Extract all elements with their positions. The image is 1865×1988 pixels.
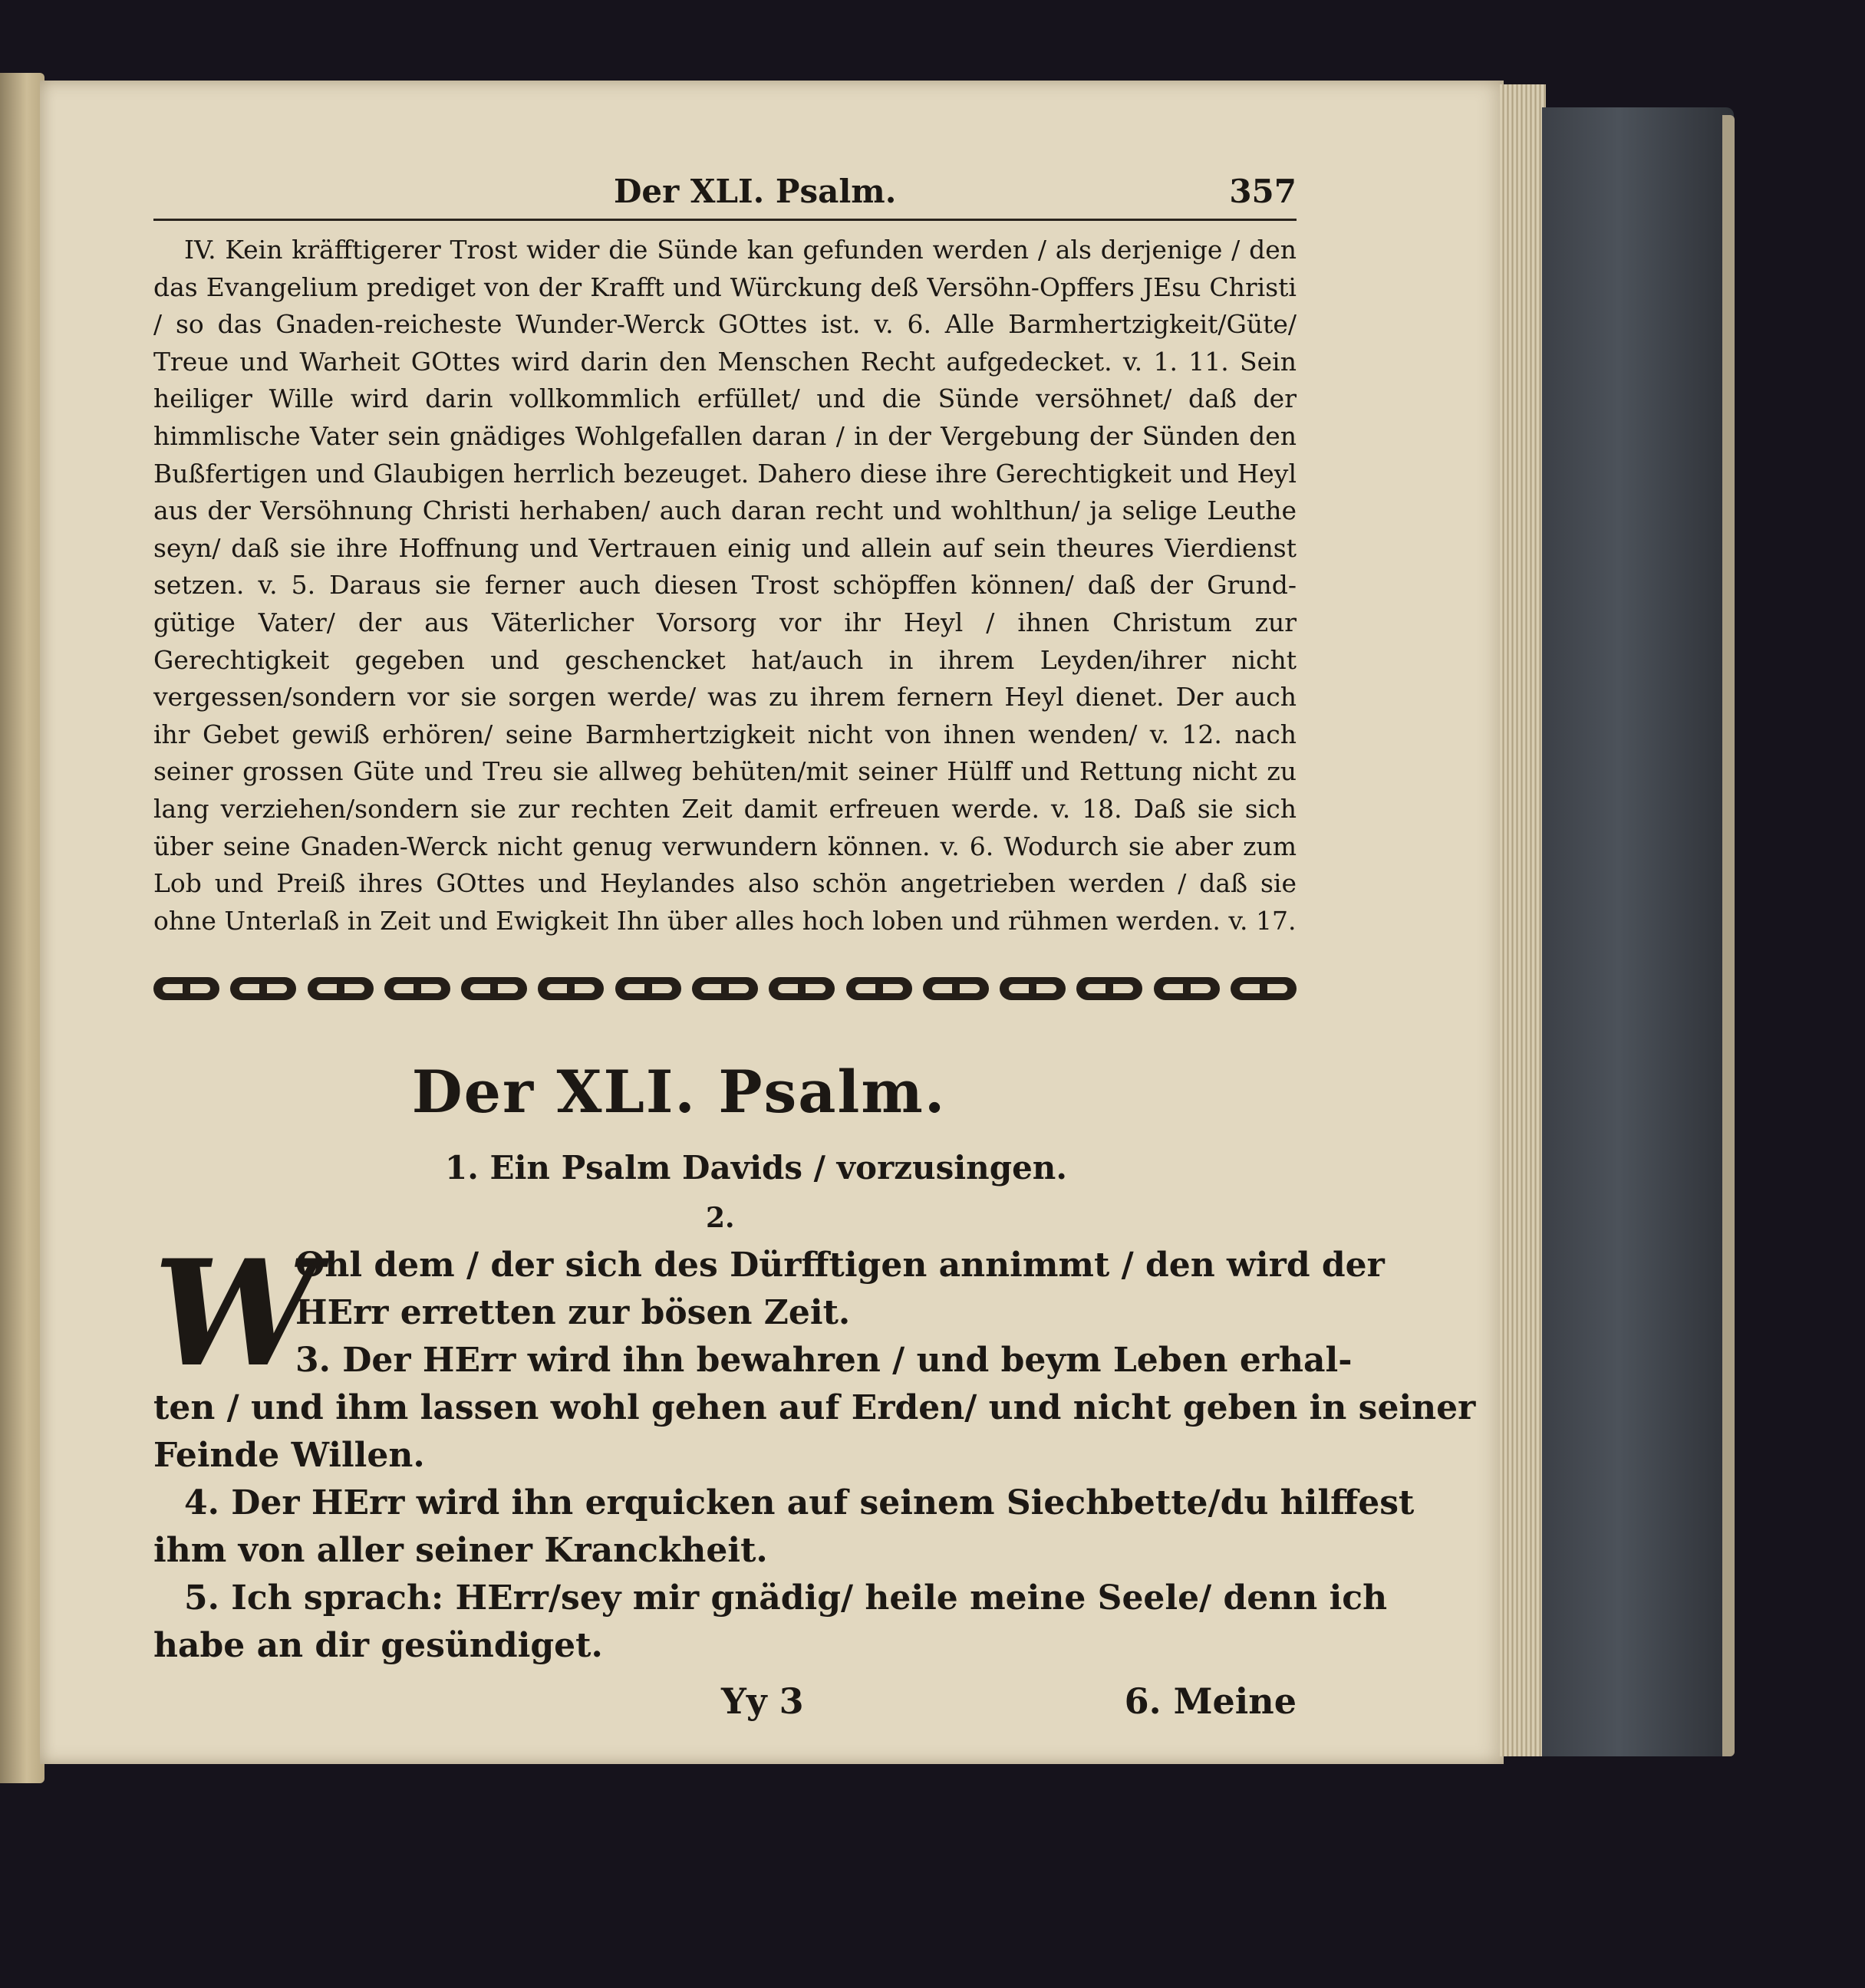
verse-line: HErr erretten zur bösen Zeit. (295, 1293, 851, 1333)
facing-page-edge (0, 73, 44, 1783)
book-cover-rim (1722, 115, 1735, 1756)
ornament (1154, 977, 1220, 1000)
running-title: Der XLI. Psalm. (614, 173, 897, 210)
ornament (461, 977, 527, 1000)
commentary-paragraph: IV. Kein kräfftigerer Trost wider die Sünde kan gefunden werden / als derjenige / den das Evangelium prediget von der Krafft und Würckung deß Versöhn-Opffers JEsu Christi / so das Gnaden-reicheste Wunder-Werck GOttes ist. v. 6. Alle Barmhertzigkeit/Güte/ Treue und Warheit GOttes wird darin den Menschen Recht aufgedecket. v. 1. 11. Sein heiliger Wille wird darin vollkommlich erfüllet/ und die Sünde versöhnet/ daß der himmlische Vater sein gnädiges Wohlgefallen daran / in der Vergebung der Sünden den Bußfertigen und Glaubigen herrlich bezeuget. Dahero diese ihre Gerechtigkeit und Heyl aus der Versöhnung Christi herhaben/ auch daran recht und wohlthun/ ja selige Leuthe seyn/ daß sie ihre Hoffnung und Vertrauen einig und allein auf sein theures Vierdienst setzen. v. 5. Daraus sie ferner auch diesen Trost schöpffen können/ daß der Grund-gütige Vater/ der aus Väterlicher Vorsorg vor ihr Heyl / ihnen Christum zur Gerechtigkeit gegeben und geschencket hat/auch in ihrem Leyden/ihrer nicht vergessen/sondern vor sie sorgen werde/ was zu ihrem fernern Heyl dienet. Der auch ihr Gebet gewiß erhören/ seine Barmhertzigkeit nicht von ihnen wenden/ v. 12. nach seiner grossen Güte und Treu sie allweg behüten/mit seiner Hülff und Rettung nicht zu lang verziehen/sondern sie zur rechten Zeit damit erfreuen werde. v. 18. Daß sie sich über seine Gnaden-Werck nicht genug verwundern können. v. 6. Wodurch sie aber zum Lob und Preiß ihres GOttes und Heylandes also schön angetrieben werden / daß sie ohne Unterlaß in Zeit und Ewigkeit Ihn über alles hoch loben und rühmen werden. v. 17. (153, 235, 1297, 936)
verse-line: Ohl dem / der sich des Dürfftigen annimmt / den wird der (295, 1246, 1385, 1285)
page-block-edge (1500, 84, 1546, 1756)
ornament (1076, 977, 1142, 1000)
ornament (1000, 977, 1066, 1000)
page-content (153, 173, 1476, 1734)
verse-line: ihm von aller seiner Kranckheit. (153, 1531, 768, 1571)
verse-line: 3. Der HErr wird ihn bewahren / und beym Leben erhal- (295, 1341, 1353, 1381)
ornament (153, 977, 219, 1000)
ornament (692, 977, 758, 1000)
book-cover-edge (1542, 107, 1734, 1756)
ornament (384, 977, 450, 1000)
running-head (153, 173, 1297, 221)
page-footer (153, 1680, 1297, 1734)
ornament (923, 977, 989, 1000)
verse-line: 4. Der HErr wird ihn erquicken auf seinem Siechbette/du hilffest (184, 1483, 1415, 1523)
verse-line: 5. Ich sprach: HErr/sey mir gnädig/ heile meine Seele/ denn ich (184, 1578, 1388, 1618)
verse-line: habe an dir gesündiget. (153, 1626, 603, 1666)
psalm-verses (153, 1228, 1476, 1670)
ornament (230, 977, 296, 1000)
ornament (846, 977, 912, 1000)
signature-mark: Yy 3 (721, 1680, 804, 1723)
ornament (769, 977, 835, 1000)
verse-line: ten / und ihm lassen wohl gehen auf Erden/ und nicht geben in seiner (153, 1388, 1476, 1428)
catchword: 6. Meine (1124, 1680, 1297, 1723)
verse-line: Feinde Willen. (153, 1436, 425, 1476)
commentary-block (153, 232, 1297, 940)
ornament (538, 977, 604, 1000)
ornament (1231, 977, 1297, 1000)
ornament (308, 977, 374, 1000)
psalm-heading: Der XLI. Psalm. (411, 1058, 947, 1127)
decorated-initial: W (153, 1228, 318, 1400)
verse-number: 2. (706, 1202, 735, 1235)
page-number: 357 (1229, 173, 1297, 210)
ornament (615, 977, 681, 1000)
psalm-superscription: 1. Ein Psalm Davids / vorzusingen. (445, 1149, 1067, 1187)
ornament-band (153, 973, 1297, 1004)
